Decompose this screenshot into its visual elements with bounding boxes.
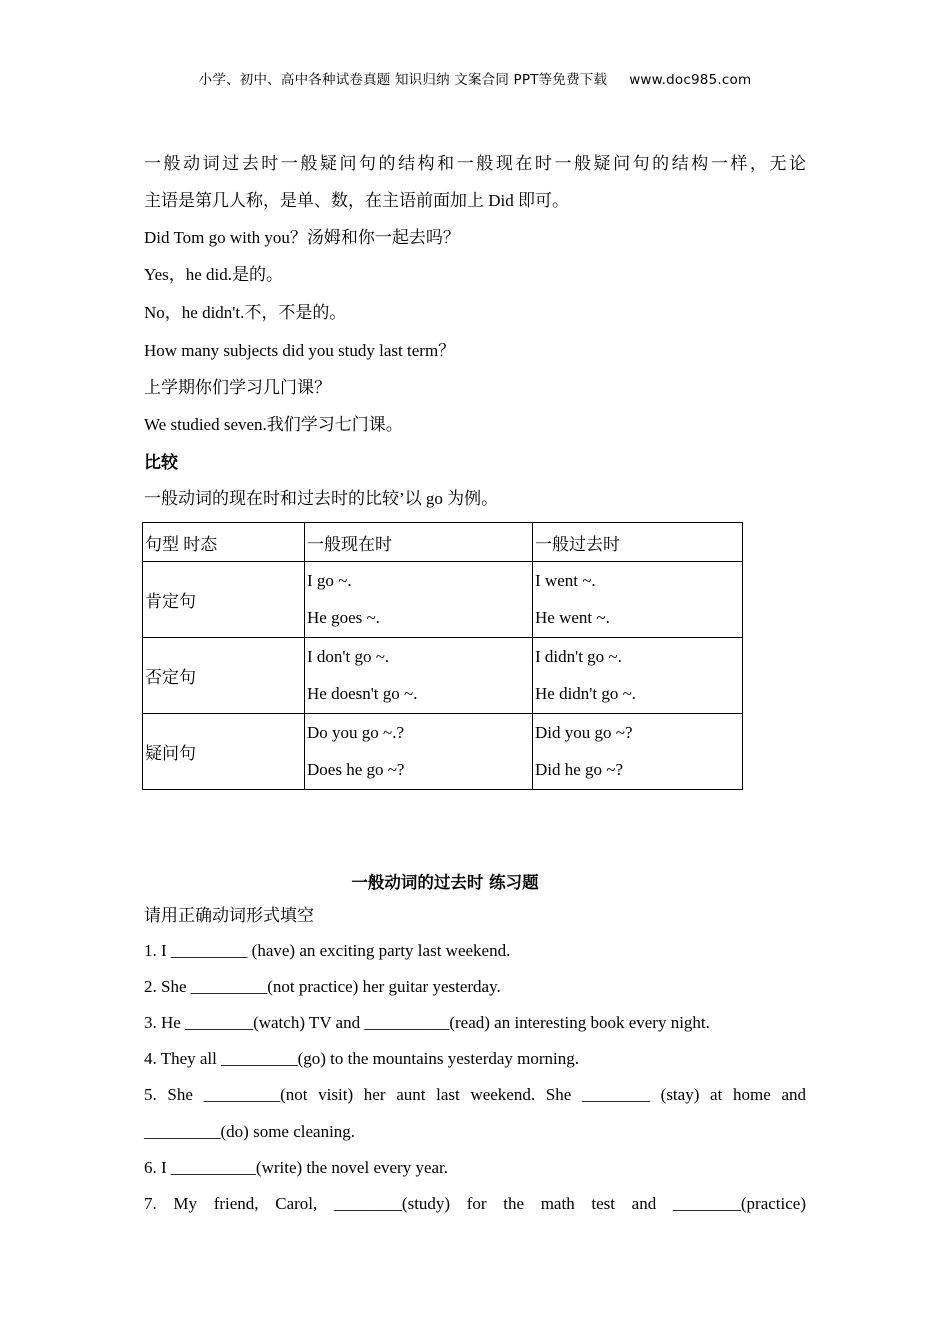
table-header-cell: 句型 时态 bbox=[143, 523, 305, 562]
past-tense-cell bbox=[533, 714, 743, 790]
table-header-cell: 一般现在时 bbox=[305, 523, 533, 562]
cell-line: I don't go ~. bbox=[307, 647, 390, 666]
cell-line: Does he go ~? bbox=[307, 760, 405, 779]
cell-line: He doesn't go ~. bbox=[307, 684, 418, 703]
intro-line-2: 主语是第几人称，是单、数，在主语前面加上 Did 即可。 bbox=[144, 191, 569, 210]
sentence-type-cell: 否定句 bbox=[143, 638, 305, 714]
past-tense-cell bbox=[533, 638, 743, 714]
exercise-item-5-continued: _________(do) some cleaning. bbox=[144, 1122, 356, 1141]
exercise-item-3: 3. He ________(watch) TV and __________(read) an interesting book every night. bbox=[144, 1013, 710, 1032]
exercise-item-7: 7. My friend, Carol, ________(study) for the math test and ________(practice) bbox=[144, 1194, 806, 1213]
example-yes-answer: Yes，he did.是的。 bbox=[144, 265, 284, 284]
cell-line: Did he go ~? bbox=[535, 760, 624, 779]
example-question: Did Tom go with you？汤姆和你一起去吗？ bbox=[144, 228, 460, 247]
exercise-item-5: 5. She _________(not visit) her aunt last weekend. She ________ (stay) at home and bbox=[144, 1085, 806, 1104]
comparison-table bbox=[142, 522, 743, 790]
example-answer-2: We studied seven.我们学习七门课。 bbox=[144, 415, 403, 434]
table-row bbox=[143, 638, 743, 714]
compare-heading: 比较 bbox=[144, 453, 178, 473]
example-question-2: How many subjects did you study last term？ bbox=[144, 341, 456, 360]
header-tagline: 小学、初中、高中各种试卷真题 知识归纳 文案合同 PPT等免费下载 bbox=[198, 72, 608, 88]
intro-line-1: 一般动词过去时一般疑问句的结构和一般现在时一般疑问句的结构一样，无论 bbox=[144, 154, 806, 173]
cell-line: Did you go ~? bbox=[535, 723, 633, 742]
sentence-type-cell: 疑问句 bbox=[143, 714, 305, 790]
cell-line: I didn't go ~. bbox=[535, 647, 622, 666]
table-header-cell: 一般过去时 bbox=[533, 523, 743, 562]
present-tense-cell bbox=[305, 562, 533, 638]
exercise-item-4: 4. They all _________(go) to the mountains yesterday morning. bbox=[144, 1049, 580, 1068]
present-tense-cell bbox=[305, 714, 533, 790]
present-tense-cell bbox=[305, 638, 533, 714]
example-question-2-translation: 上学期你们学习几门课？ bbox=[144, 378, 331, 397]
table-row bbox=[143, 562, 743, 638]
exercise-item-1: 1. I _________ (have) an exciting party last weekend. bbox=[144, 941, 511, 960]
page-header bbox=[0, 68, 950, 88]
cell-line: I go ~. bbox=[307, 571, 352, 590]
example-no-answer: No，he didn't.不，不是的。 bbox=[144, 303, 347, 322]
header-site-url[interactable]: www.doc985.com bbox=[629, 72, 752, 88]
table-header-row bbox=[143, 523, 743, 562]
cell-line: He went ~. bbox=[535, 608, 610, 627]
sentence-type-cell: 肯定句 bbox=[143, 562, 305, 638]
cell-line: Do you go ~.? bbox=[307, 723, 405, 742]
compare-description: 一般动词的现在时和过去时的比较’以 go 为例。 bbox=[144, 489, 499, 508]
past-tense-cell bbox=[533, 562, 743, 638]
table-row bbox=[143, 714, 743, 790]
exercise-item-2: 2. She _________(not practice) her guitar yesterday. bbox=[144, 977, 501, 996]
cell-line: He goes ~. bbox=[307, 608, 380, 627]
cell-line: He didn't go ~. bbox=[535, 684, 637, 703]
exercise-instruction: 请用正确动词形式填空 bbox=[144, 906, 314, 925]
cell-line: I went ~. bbox=[535, 571, 596, 590]
exercise-title: 一般动词的过去时 练习题 bbox=[351, 873, 539, 892]
exercise-item-6: 6. I __________(write) the novel every year. bbox=[144, 1158, 449, 1177]
